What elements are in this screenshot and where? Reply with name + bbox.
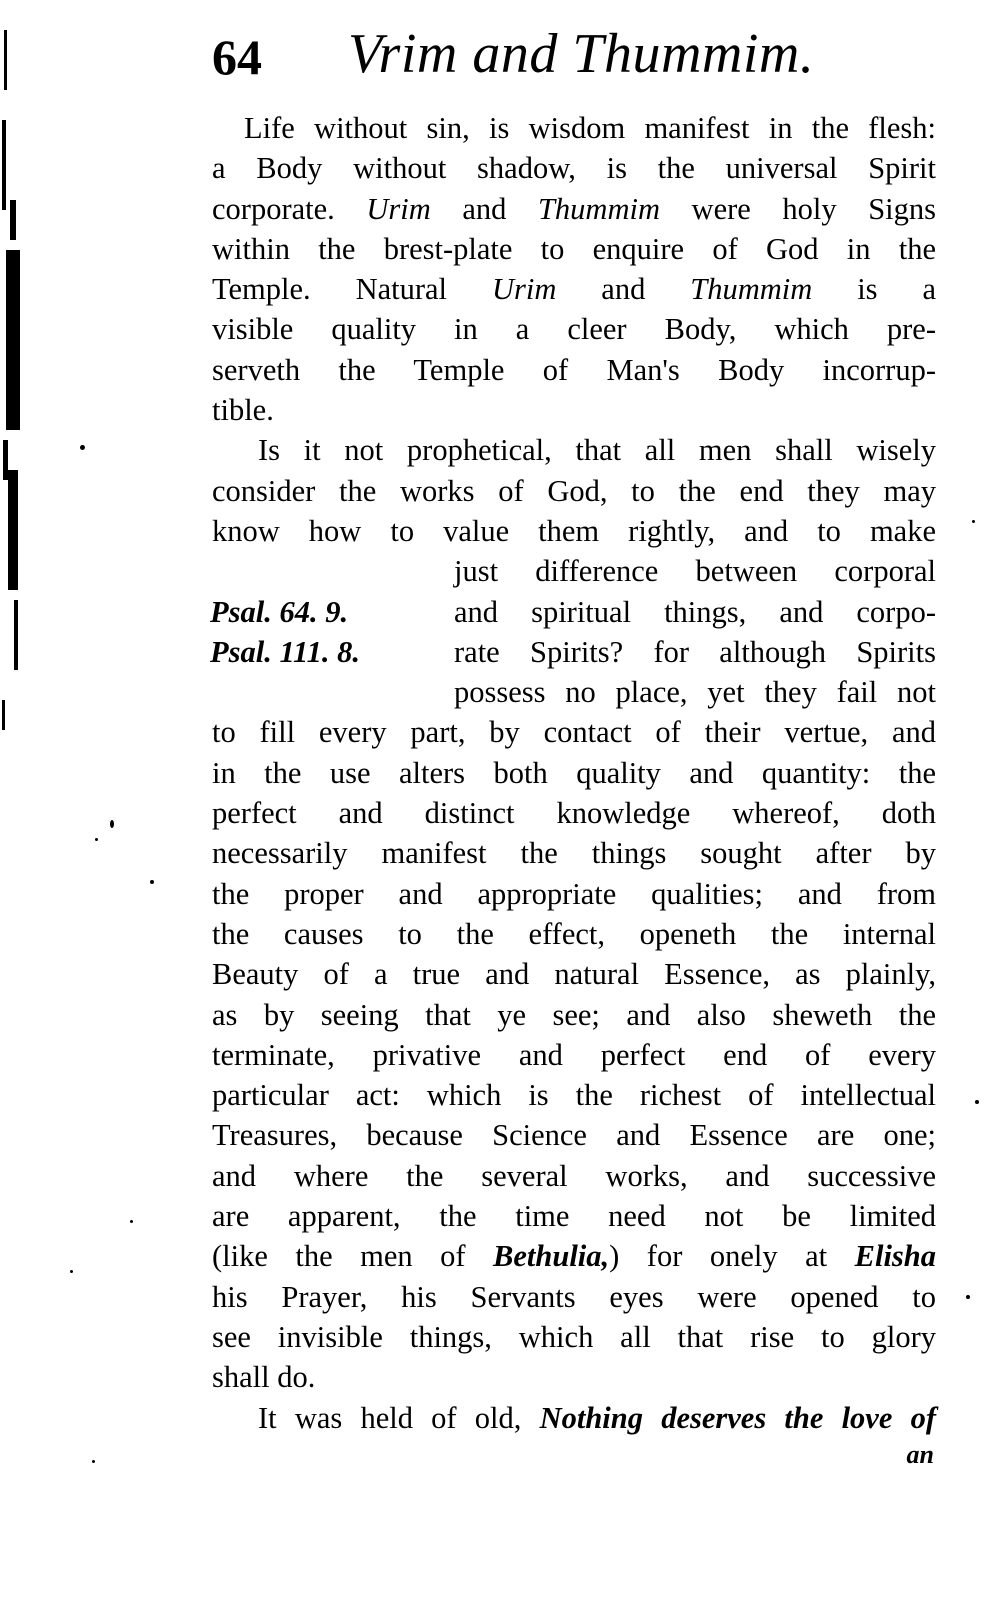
text-line: within the brest-plate to enquire of God in the [212,231,936,266]
text-line: (like the men of Bethulia,) for onely at Elisha [212,1239,936,1274]
text-line: Treasures, because Science and Essence are one; [212,1118,936,1153]
marginal-note: Psal. 64. 9. [210,594,349,629]
text-line: to fill every part, by contact of their vertue, and [212,715,936,750]
text-line: and spiritual things, and corpo- [454,594,936,629]
text-line: possess no place, yet they fail not [454,675,936,710]
catchword: an [906,1440,934,1469]
indented-text-column [454,551,936,712]
running-head [212,22,952,102]
marginal-note-block [212,551,936,712]
text-line: rate Spirits? for although Spirits [454,634,936,669]
text-line: shall do. [212,1360,316,1395]
page-number: 64 [212,29,262,85]
text-line: visible quality in a cleer Body, which pre- [212,312,936,347]
text-line: serveth the Temple of Man's Body incorrup- [212,352,936,387]
text-line: in the use alters both quality and quantity: the [212,755,936,790]
text-line: see invisible things, which all that rise to glory [212,1319,936,1354]
text-line: tible. [212,393,274,428]
text-line: the proper and appropriate qualities; and from [212,876,936,911]
text-line: Is it not prophetical, that all men shall wisely [258,433,936,468]
marginal-note: Psal. 111. 8. [210,634,360,669]
body-text [212,108,936,1438]
binding-edge-shadow [0,0,28,1600]
text-line: perfect and distinct knowledge whereof, doth [212,796,936,831]
text-line: are apparent, the time need not be limited [212,1199,936,1234]
text-line: and where the several works, and successive [212,1158,936,1193]
text-line: particular act: which is the richest of intellectual [212,1078,936,1113]
text-line: a Body without shadow, is the universal Spirit [212,151,936,186]
text-line: his Prayer, his Servants eyes were opened to [212,1279,936,1314]
text-line: terminate, privative and perfect end of every [212,1037,936,1072]
text-line: Temple. Natural Urim and Thummim is a [212,272,936,307]
running-title: Vrim and Thummim. [348,23,815,85]
text-line: know how to value them rightly, and to make [212,513,936,548]
text-line: as by seeing that ye see; and also sheweth the [212,997,936,1032]
text-line: just difference between corporal [454,554,936,589]
text-line: Beauty of a true and natural Essence, as plainly, [212,957,936,992]
text-line: necessarily manifest the things sought after by [212,836,936,871]
text-line: It was held of old, Nothing deserves the love of [258,1400,936,1435]
marginal-notes [210,592,430,673]
text-line: Life without sin, is wisdom manifest in the flesh: [244,111,936,145]
text-line: corporate. Urim and Thummim were holy Signs [212,191,936,226]
text-line: the causes to the effect, openeth the internal [212,916,936,951]
text-line: consider the works of God, to the end they may [212,473,936,508]
